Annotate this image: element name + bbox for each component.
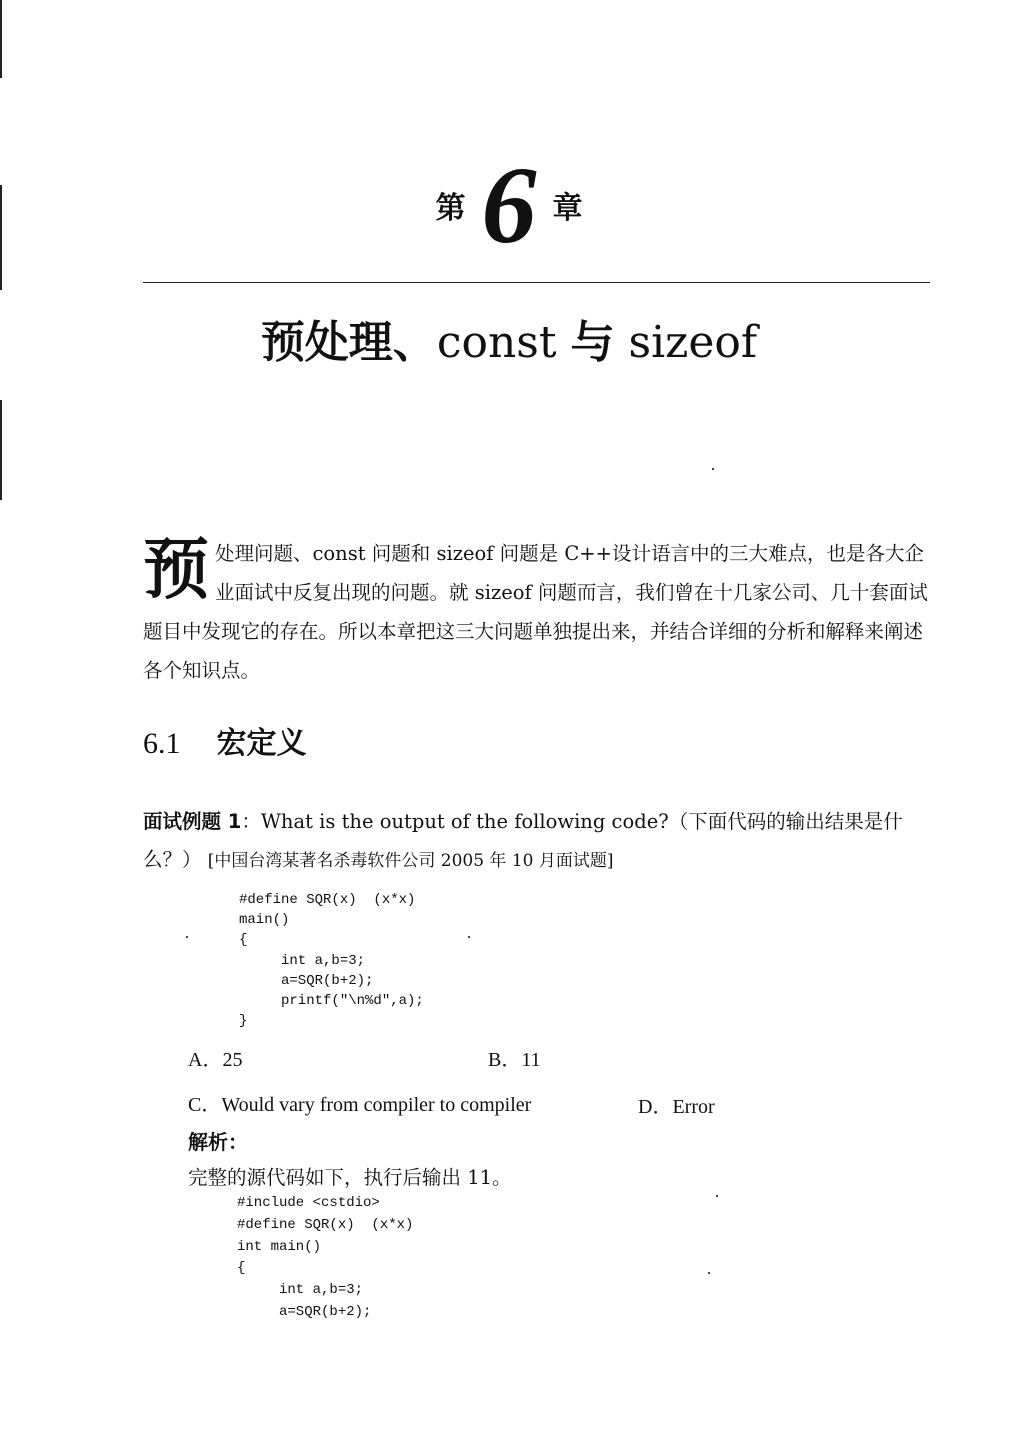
question-source: [中国台湾某著名杀毒软件公司 2005 年 10 月面试题] — [207, 851, 614, 871]
section-number: 6.1 — [143, 727, 181, 760]
scan-speck — [468, 936, 470, 938]
intro-text: 处理问题、const 问题和 sizeof 问题是 C++设计语言中的三大难点，也是各大企业面试中反复出现的问题。就 sizeof 问题而言，我们曾在十几家公司、几十套面试题目中发现它的存在。所以本章把这三大问题单独提出来，并结合详细的分析和解释来阐述各个知识点。 — [143, 542, 928, 682]
section-title: 宏定义 — [216, 726, 307, 761]
scan-speck — [716, 1195, 718, 1197]
chapter-title-en1: const — [436, 317, 571, 368]
scan-edge-mark — [0, 0, 2, 78]
chapter-title — [0, 306, 1018, 370]
drop-cap: 预 — [143, 531, 209, 608]
chapter-number: 6 — [481, 144, 537, 266]
question-lead: 面试例题 1 — [143, 810, 242, 833]
code-block-question: #define SQR(x) (x*x) main() { int a,b=3; a=SQR(b+2); printf("\n%d",a); } — [239, 892, 424, 1030]
analysis-label: 解析： — [188, 1130, 248, 1154]
chapter-heading — [0, 144, 1018, 266]
scan-edge-mark — [0, 400, 2, 500]
scan-speck — [708, 1272, 710, 1274]
interview-question — [143, 803, 928, 880]
chapter-suffix: 章 — [552, 191, 583, 226]
chapter-prefix: 第 — [435, 191, 466, 226]
analysis-text: 完整的源代码如下，执行后输出 11。 — [188, 1166, 512, 1189]
option-d: D．Error — [638, 1096, 715, 1118]
chapter-title-mid: 与 — [570, 317, 615, 368]
code-block-solution: #include <cstdio> #define SQR(x) (x*x) int main() { int a,b=3; a=SQR(b+2); — [237, 1195, 414, 1320]
question-colon: ： — [241, 810, 261, 833]
option-c: C．Would vary from compiler to compiler — [188, 1094, 532, 1116]
scan-speck — [712, 468, 714, 470]
section-heading — [143, 718, 307, 762]
scan-speck — [186, 936, 188, 938]
intro-paragraph — [143, 531, 928, 690]
option-b: B．11 — [488, 1049, 541, 1071]
chapter-title-zh: 预处理、 — [260, 317, 437, 368]
option-a: A．25 — [188, 1049, 243, 1071]
chapter-rule — [143, 282, 930, 283]
chapter-title-en2: sizeof — [614, 317, 758, 368]
question-text: What is the output of the following code?（下面代码的输出结果是什么？） — [143, 810, 903, 871]
